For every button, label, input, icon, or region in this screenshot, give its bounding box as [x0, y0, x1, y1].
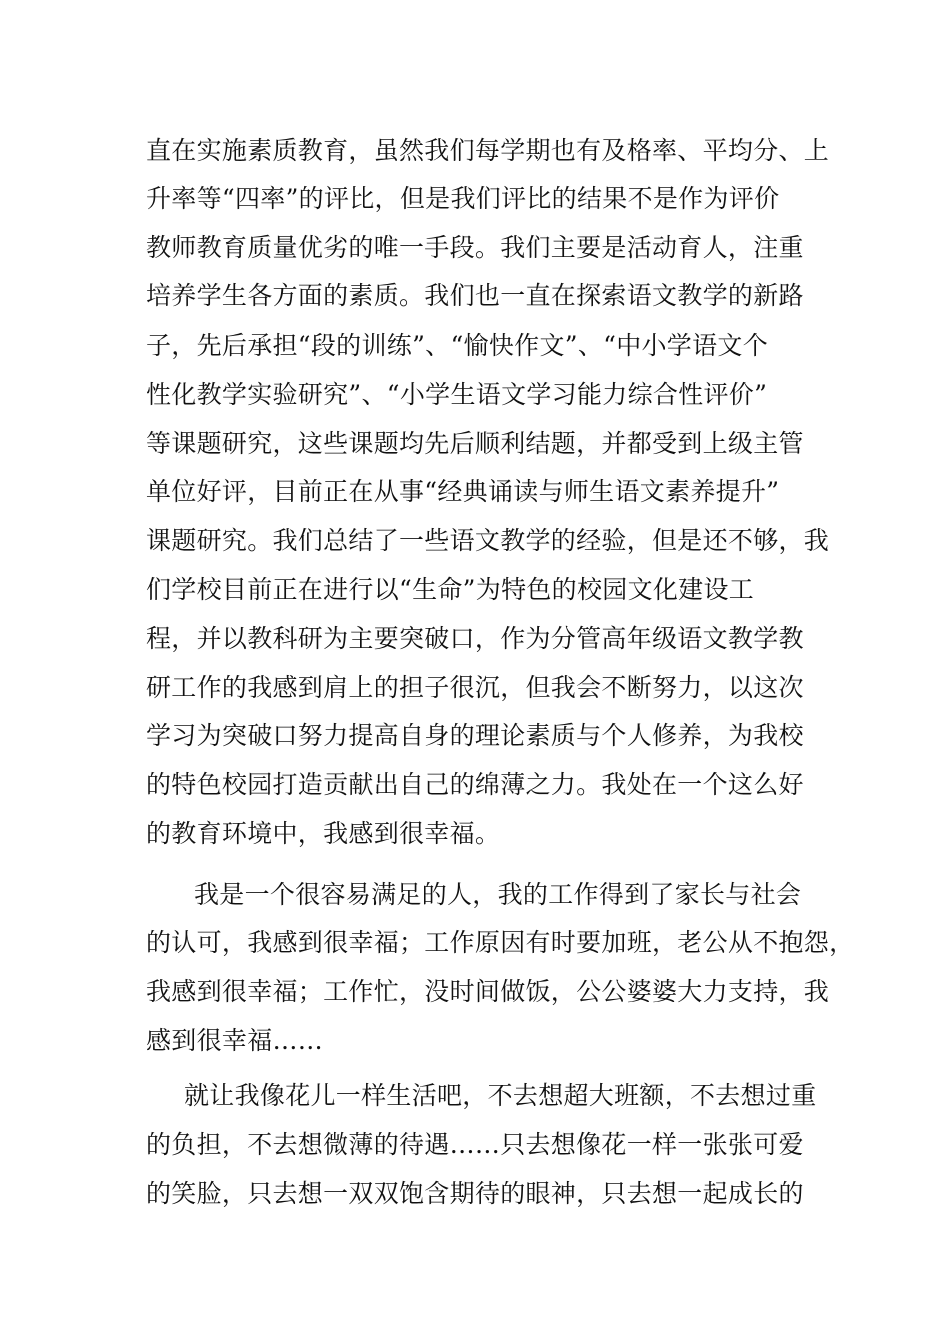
paragraph-line: 性化教学实验研究”、“小学生语文学习能力综合性评价”	[146, 380, 768, 409]
paragraph-line: 的教育环境中，我感到很幸福。	[146, 819, 501, 848]
paragraph-line: 子，先后承担“段的训练”、“愉快作文”、“中小学语文个	[146, 331, 769, 360]
paragraph-line: 直在实施素质教育，虽然我们每学期也有及格率、平均分、上	[146, 136, 830, 165]
paragraph-line: 教师教育质量优劣的唯一手段。我们主要是活动育人，注重	[146, 233, 804, 262]
paragraph-line: 研工作的我感到肩上的担子很沉，但我会不断努力，以这次	[146, 673, 804, 702]
paragraph-line: 我感到很幸福；工作忙，没时间做饭，公公婆婆大力支持，我	[146, 977, 830, 1006]
paragraph-line: 就让我像花儿一样生活吧，不去想超大班额，不去想过重	[184, 1081, 817, 1110]
paragraph-line: 的认可，我感到很幸福；工作原因有时要加班，老公从不抱怨，	[146, 928, 855, 957]
paragraph-line: 培养学生各方面的素质。我们也一直在探索语文教学的新路	[146, 281, 804, 310]
paragraph-line: 单位好评，目前正在从事“经典诵读与师生语文素养提升”	[146, 477, 780, 506]
paragraph-line: 的负担，不去想微薄的待遇……只去想像花一样一张张可爱	[146, 1130, 804, 1159]
paragraph-line: 们学校目前正在进行以“生命”为特色的校园文化建设工	[146, 575, 755, 604]
paragraph-line: 感到很幸福……	[146, 1026, 324, 1055]
paragraph-line: 程，并以教科研为主要突破口，作为分管高年级语文教学教	[146, 624, 804, 653]
paragraph-line: 的特色校园打造贡献出自己的绵薄之力。我处在一个这么好	[146, 770, 804, 799]
paragraph-line: 等课题研究，这些课题均先后顺利结题，并都受到上级主管	[146, 429, 804, 458]
paragraph-line: 的笑脸，只去想一双双饱含期待的眼神，只去想一起成长的	[146, 1179, 804, 1208]
paragraph-line: 升率等“四率”的评比，但是我们评比的结果不是作为评价	[146, 184, 780, 213]
paragraph-line: 学习为突破口努力提高自身的理论素质与个人修养，为我校	[146, 721, 804, 750]
paragraph-line: 我是一个很容易满足的人，我的工作得到了家长与社会	[194, 880, 802, 909]
paragraph-line: 课题研究。我们总结了一些语文教学的经验，但是还不够，我	[146, 526, 830, 555]
